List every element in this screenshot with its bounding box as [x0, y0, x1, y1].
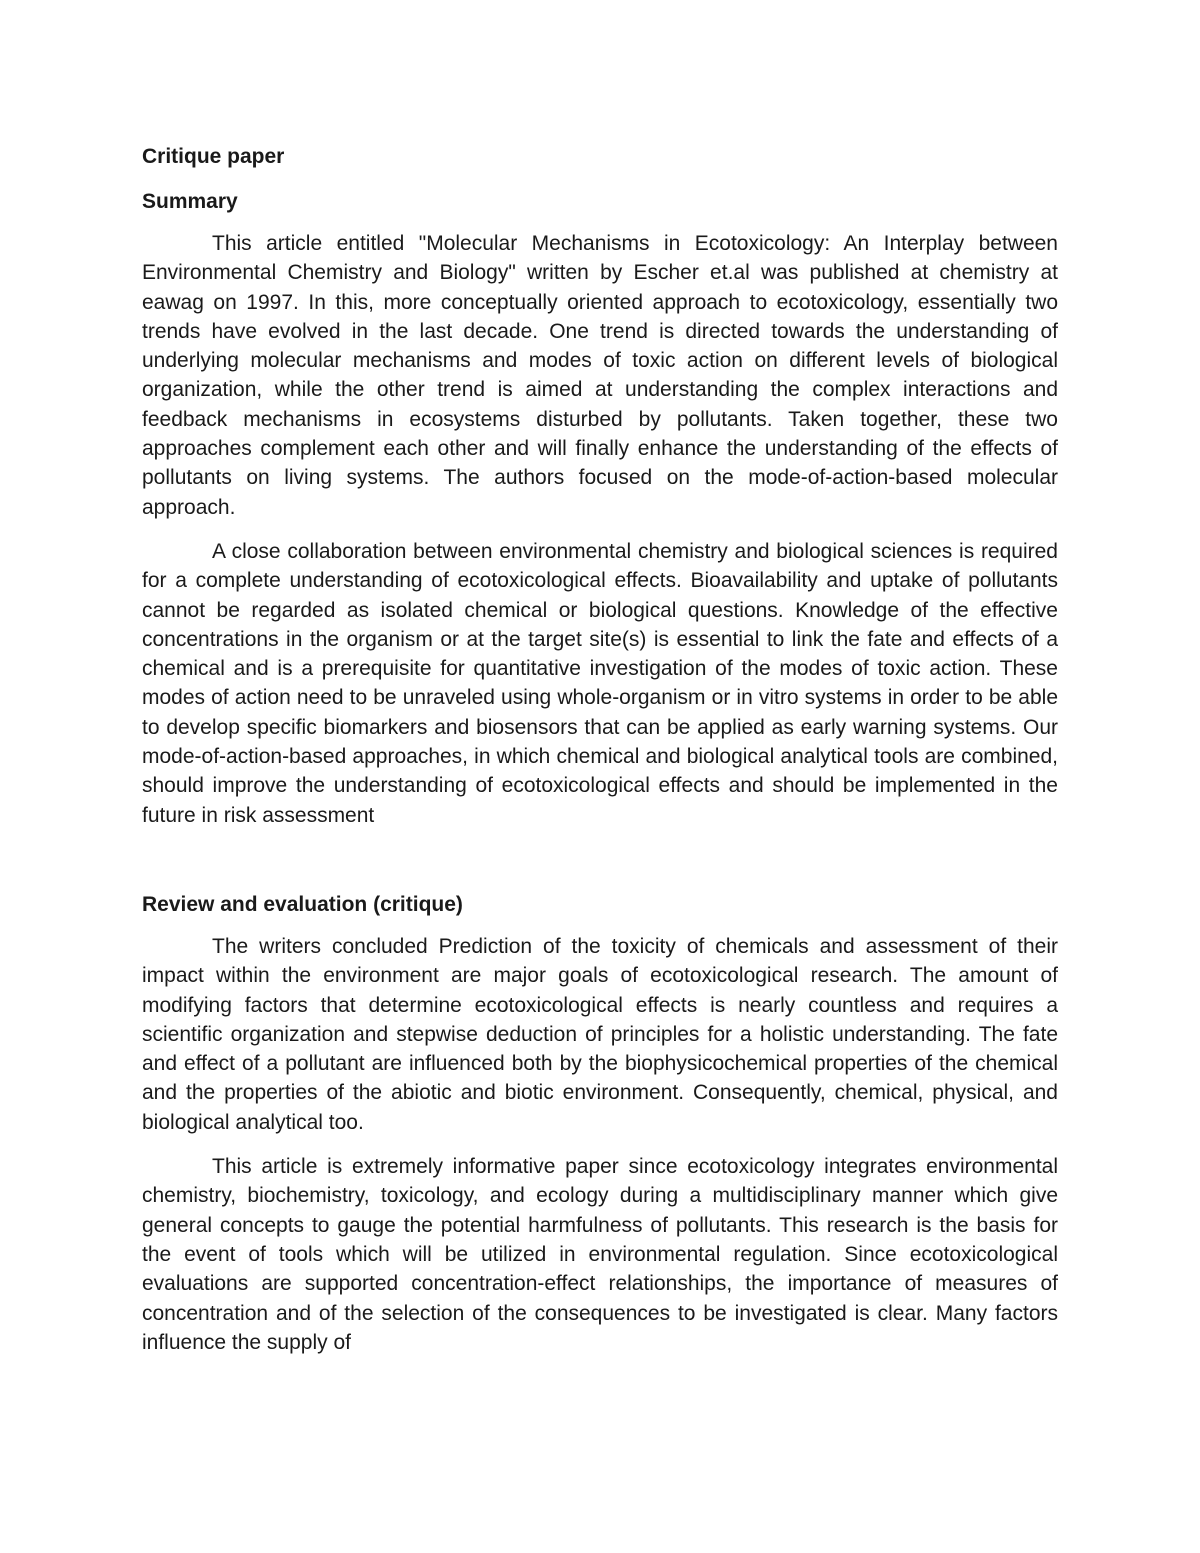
- review-paragraph-1: The writers concluded Prediction of the toxicity of chemicals and assessment of their impact within the environment are major goals of ecotoxicological research. The amount of modifying factors that determine ecotoxicological effects is nearly countless and requires a scientific organization and stepwise deduction of principles for a holistic understanding. The fate and effect of a pollutant are influenced both by the biophysicochemical properties of the chemical and the properties of the abiotic and biotic environment. Consequently, chemical, physical, and biological analytical too.: [142, 934, 1058, 1134]
- summary-paragraph-1: This article entitled "Molecular Mechanisms in Ecotoxicology: An Interplay between Environmental Chemistry and Biology" written by Escher et.al was published at chemistry at eawag on 1997. In this, more conceptually oriented approach to ecotoxicology, essentially two trends have evolved in the last decade. One trend is directed towards the understanding of underlying molecular mechanisms and modes of toxic action on different levels of biological organization, while the other trend is aimed at understanding the complex interactions and feedback mechanisms in ecosystems disturbed by pollutants. Taken together, these two approaches complement each other and will finally enhance the understanding of the effects of pollutants on living systems. The authors focused on the mode-of-action-based molecular approach.: [142, 232, 1058, 519]
- document-title: Critique paper: [142, 145, 285, 168]
- document-page: [142, 142, 1058, 1372]
- summary-paragraph-2: A close collaboration between environmental chemistry and biological sciences is required for a complete understanding of ecotoxicological effects. Bioavailability and uptake of pollutants cannot be regarded as isolated chemical or biological questions. Knowledge of the effective concentrations in the organism or at the target site(s) is essential to link the fate and effects of a chemical and is a prerequisite for quantitative investigation of the modes of toxic action. These modes of action need to be unraveled using whole-organism or in vitro systems in order to be able to develop specific biomarkers and biosensors that can be applied as early warning systems. Our mode-of-action-based approaches, in which chemical and biological analytical tools are combined, should improve the understanding of ecotoxicological effects and should be implemented in the future in risk assessment: [142, 539, 1058, 827]
- review-heading: Review and evaluation (critique): [142, 892, 463, 916]
- summary-heading: Summary: [142, 190, 238, 213]
- review-paragraph-2: This article is extremely informative paper since ecotoxicology integrates environmental chemistry, biochemistry, toxicology, and ecology during a multidisciplinary manner which give general concepts to gauge the potential harmfulness of pollutants. This research is the basis for the event of tools which will be utilized in environmental regulation. Since ecotoxicological evaluations are supported concentration-effect relationships, the importance of measures of concentration and of the selection of the consequences to be investigated is clear. Many factors influence the supply of: [142, 1155, 1058, 1354]
- section-spacer: [142, 845, 1058, 890]
